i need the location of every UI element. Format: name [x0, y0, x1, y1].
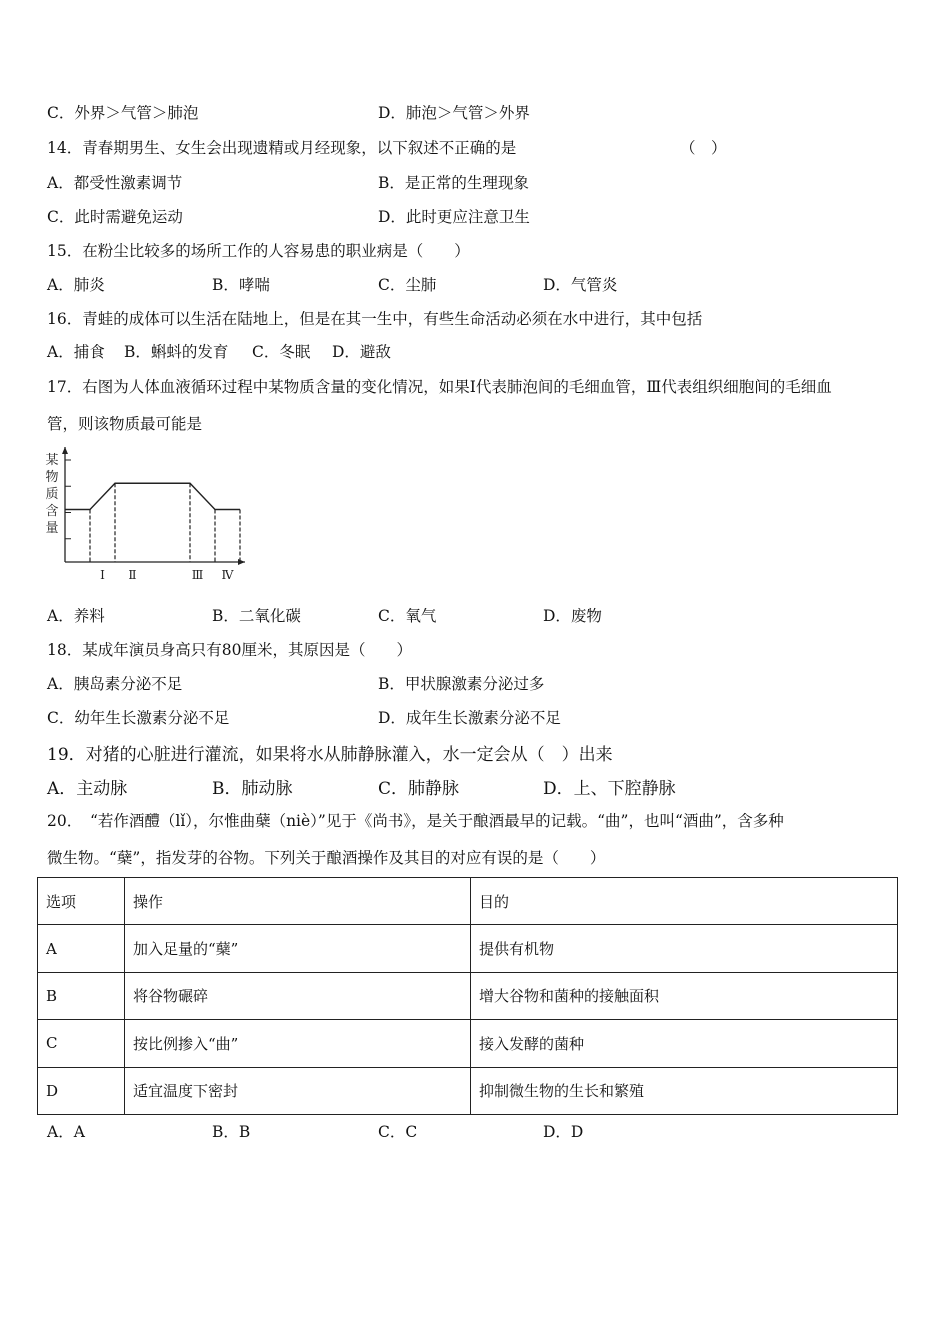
- q20-option-a: A．A: [47, 1123, 85, 1141]
- substance-level-chart: [40, 442, 250, 584]
- y-axis-arrow: [62, 447, 68, 454]
- x-axis-arrow: [238, 559, 245, 565]
- table-cell: 按比例掺入“曲”: [125, 1020, 471, 1067]
- q18-option-b: B．甲状腺激素分泌过多: [378, 675, 545, 693]
- table-cell: 适宜温度下密封: [125, 1067, 471, 1114]
- q15-stem: 15．在粉尘比较多的场所工作的人容易患的职业病是（ ）: [47, 242, 470, 260]
- table-cell: 增大谷物和菌种的接触面积: [471, 972, 898, 1019]
- q14-stem: 14．青春期男生、女生会出现遗精或月经现象，以下叙述不正确的是: [47, 139, 517, 157]
- table-cell: A: [38, 925, 125, 972]
- table-row: [38, 1067, 898, 1114]
- table-cell: 加入足量的“蘖”: [125, 925, 471, 972]
- q19-stem: 19．对猪的心脏进行灌流，如果将水从肺静脉灌入，水一定会从（ ）出来: [47, 745, 613, 765]
- q17-option-b: B．二氧化碳: [212, 607, 301, 625]
- q20-stem-line1: 20． “若作酒醴（lǐ），尔惟曲蘖（niè）”见于《尚书》，是关于酿酒最早的记载。“曲”，也叫“酒曲”，含多种: [47, 812, 784, 830]
- q20-option-b: B．B: [212, 1123, 251, 1141]
- q20-stem-line2: 微生物。“蘖”，指发芽的谷物。下列关于酿酒操作及其目的对应有误的是（ ）: [47, 849, 606, 867]
- q19-option-a: A．主动脉: [47, 779, 128, 799]
- q19-option-b: B．肺动脉: [212, 779, 293, 799]
- q18-option-c: C．幼年生长激素分泌不足: [47, 709, 230, 727]
- q16-option-b: B．蝌蚪的发育: [124, 343, 229, 361]
- q20-option-d: D．D: [543, 1123, 584, 1141]
- table-cell: 提供有机物: [471, 925, 898, 972]
- x-tick-label: Ⅲ: [191, 568, 204, 582]
- table-header-cell: 选项: [38, 878, 125, 925]
- y-axis-label-char: 量: [45, 521, 59, 536]
- table-header-cell: 目的: [471, 878, 898, 925]
- table-cell: 抑制微生物的生长和繁殖: [471, 1067, 898, 1114]
- q17-option-a: A．养料: [47, 607, 105, 625]
- table-row: [38, 925, 898, 972]
- q15-option-b: B．哮喘: [212, 276, 270, 294]
- q15-option-d: D．气管炎: [543, 276, 618, 294]
- q16-option-a: A．捕食: [47, 343, 105, 361]
- q15-option-c: C．尘肺: [378, 276, 437, 294]
- q19-option-d: D．上、下腔静脉: [543, 779, 676, 799]
- brewing-table: [37, 877, 898, 1115]
- q14-option-a: A．都受性激素调节: [47, 174, 183, 192]
- substance-level-line: [65, 483, 240, 509]
- q16-stem: 16．青蛙的成体可以生活在陆地上，但是在其一生中，有些生命活动必须在水中进行，其中包括: [47, 310, 703, 328]
- table-cell: 将谷物碾碎: [125, 972, 471, 1019]
- y-axis-label-char: 质: [45, 487, 59, 502]
- q19-option-c: C．肺静脉: [378, 779, 460, 799]
- q13-option-c: C．外界＞气管＞肺泡: [47, 104, 199, 122]
- table-cell: C: [38, 1020, 125, 1067]
- q16-option-c: C．冬眠: [252, 343, 311, 361]
- q17-stem-line2: 管，则该物质最可能是: [47, 415, 203, 433]
- q14-option-b: B．是正常的生理现象: [378, 174, 529, 192]
- table-row: [38, 972, 898, 1019]
- q17-stem-line1: 17．右图为人体血液循环过程中某物质含量的变化情况，如果Ⅰ代表肺泡间的毛细血管，Ⅲ代表组织细胞间的毛细血: [47, 378, 832, 396]
- table-row: [38, 1020, 898, 1067]
- q20-option-c: C．C: [378, 1123, 418, 1141]
- x-tick-label: Ⅳ: [221, 568, 234, 582]
- y-axis-label-char: 某: [45, 453, 59, 468]
- y-axis-label-char: 物: [45, 470, 59, 485]
- table-header-cell: 操作: [125, 878, 471, 925]
- table-cell: D: [38, 1067, 125, 1114]
- q14-option-d: D．此时更应注意卫生: [378, 208, 530, 226]
- q15-option-a: A．肺炎: [47, 276, 105, 294]
- table-header-row: [38, 878, 898, 925]
- q17-option-c: C．氧气: [378, 607, 437, 625]
- table-cell: 接入发酵的菌种: [471, 1020, 898, 1067]
- q16-option-d: D．避敌: [332, 343, 391, 361]
- q18-option-a: A．胰岛素分泌不足: [47, 675, 183, 693]
- q18-stem: 18．某成年演员身高只有80厘米，其原因是（ ）: [47, 641, 412, 659]
- y-axis-label-char: 含: [45, 504, 59, 519]
- x-tick-label: Ⅱ: [128, 568, 137, 582]
- q14-answer-paren: （ ）: [680, 139, 727, 157]
- q13-option-d: D．肺泡＞气管＞外界: [378, 104, 530, 122]
- q18-option-d: D．成年生长激素分泌不足: [378, 709, 561, 727]
- table-cell: B: [38, 972, 125, 1019]
- q17-option-d: D．废物: [543, 607, 602, 625]
- x-tick-label: Ⅰ: [100, 568, 105, 582]
- q14-option-c: C．此时需避免运动: [47, 208, 183, 226]
